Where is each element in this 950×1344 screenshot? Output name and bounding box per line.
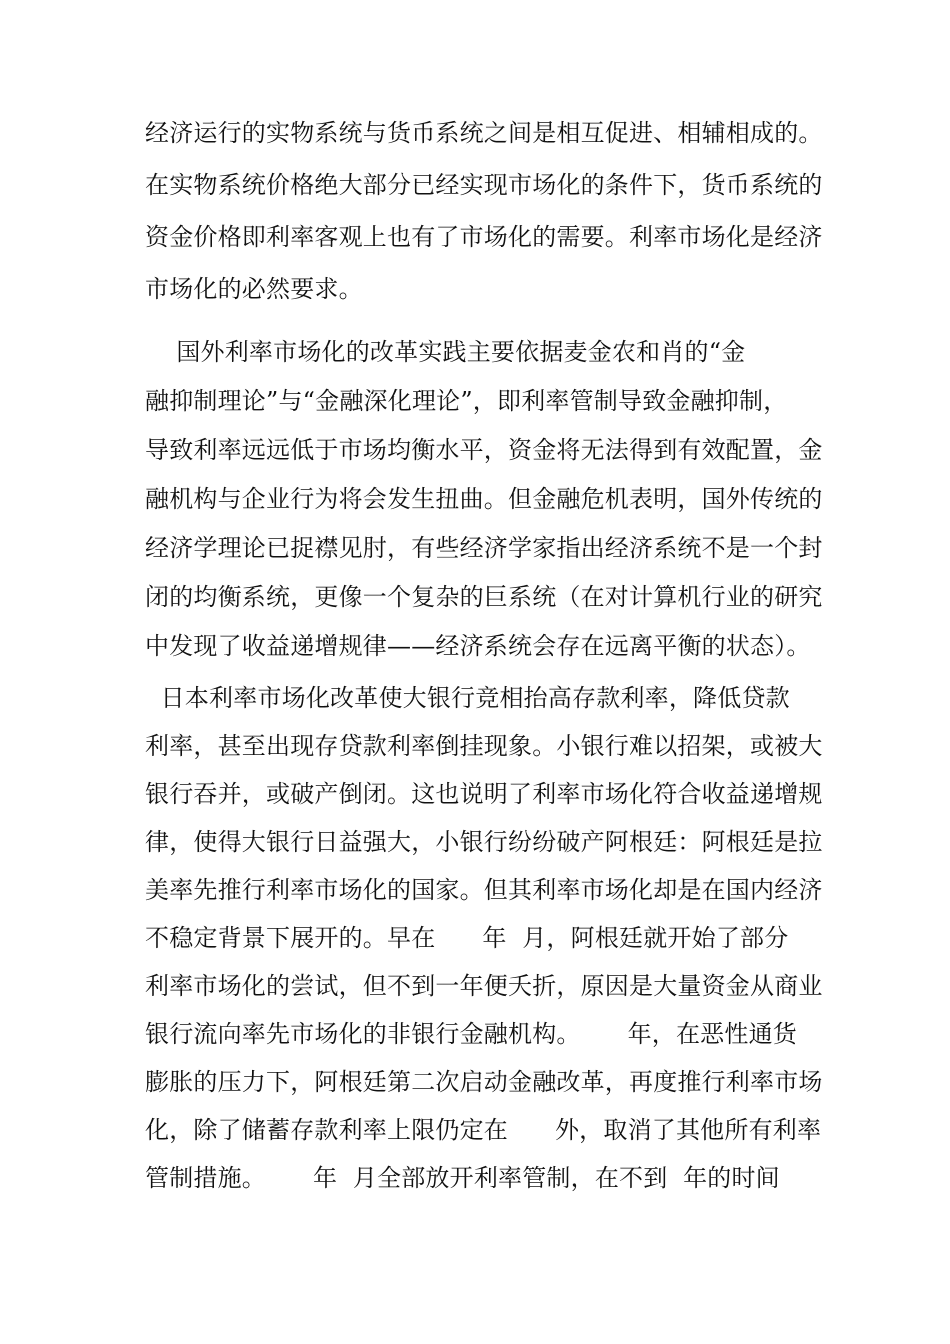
text-line: 管制措施。 年 月全部放开利率管制，在不到 年的时间 (145, 1164, 780, 1192)
text-line: 融抑制理论”与“金融深化理论”，即利率管制导致金融抑制， (145, 387, 788, 415)
text-line: 在实物系统价格绝大部分已经实现市场化的条件下，货币系统的 (145, 171, 823, 199)
text-line: 经济运行的实物系统与货币系统之间是相互促进、相辅相成的。 (145, 119, 823, 147)
text-line: 中发现了收益递增规律——经济系统会存在远离平衡的状态）。 (145, 632, 811, 660)
text-line: 利率市场化的尝试，但不到一年便夭折，原因是大量资金从商业 (145, 972, 823, 1000)
text-line: 化，除了储蓄存款利率上限仍定在 外，取消了其他所有利率 (145, 1116, 822, 1144)
text-line: 日本利率市场化改革使大银行竞相抬高存款利率，降低贷款 (145, 684, 790, 712)
text-line: 导致利率远远低于市场均衡水平，资金将无法得到有效配置，金 (145, 436, 823, 464)
text-line: 资金价格即利率客观上也有了市场化的需要。利率市场化是经济 (145, 223, 823, 251)
text-line: 经济学理论已捉襟见肘，有些经济学家指出经济系统不是一个封 (145, 534, 823, 562)
text-line: 闭的均衡系统，更像一个复杂的巨系统（在对计算机行业的研究 (145, 583, 823, 611)
text-line: 律，使得大银行日益强大，小银行纷纷破产阿根廷：阿根廷是拉 (145, 828, 823, 856)
text-line: 融机构与企业行为将会发生扭曲。但金融危机表明，国外传统的 (145, 485, 823, 513)
text-line: 膨胀的压力下，阿根廷第二次启动金融改革，再度推行利率市场 (145, 1068, 823, 1096)
text-line: 国外利率市场化的改革实践主要依据麦金农和肖的“金 (145, 338, 746, 366)
text-line: 利率，甚至出现存贷款利率倒挂现象。小银行难以招架，或被大 (145, 732, 823, 760)
text-line: 美率先推行利率市场化的国家。但其利率市场化却是在国内经济 (145, 876, 823, 904)
text-line: 市场化的必然要求。 (145, 275, 363, 303)
text-line: 银行流向率先市场化的非银行金融机构。 年，在恶性通货 (145, 1020, 797, 1048)
text-line: 不稳定背景下展开的。早在 年 月，阿根廷就开始了部分 (145, 924, 789, 952)
text-line: 银行吞并，或破产倒闭。这也说明了利率市场化符合收益递增规 (145, 780, 823, 808)
